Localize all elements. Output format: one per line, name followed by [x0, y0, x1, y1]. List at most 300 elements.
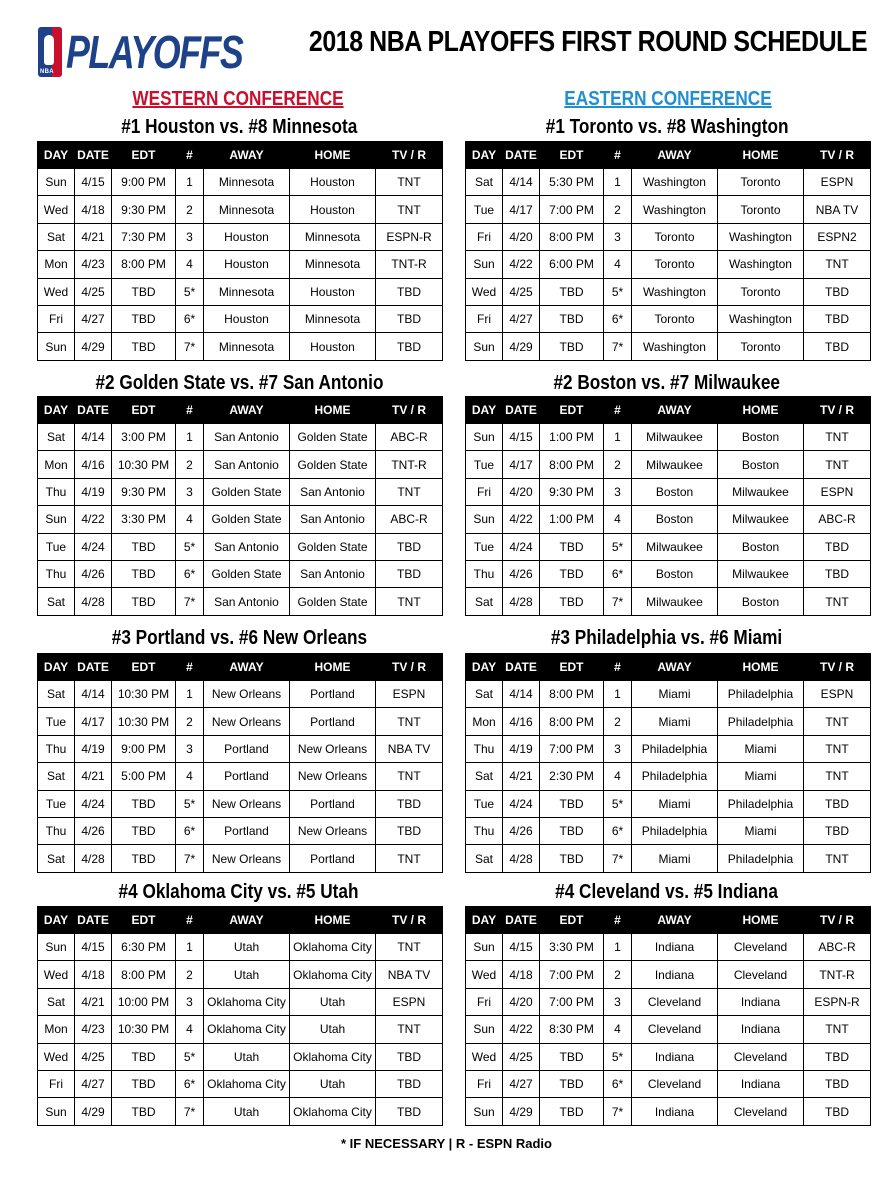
- table-row: [38, 1070, 443, 1097]
- table-cell: 7*: [176, 845, 204, 872]
- table-cell: Oklahoma City: [290, 961, 376, 988]
- table-cell: Sun: [38, 506, 75, 533]
- table-row: [466, 1098, 871, 1125]
- table-cell: 4/20: [503, 223, 540, 250]
- table-cell: Utah: [204, 961, 290, 988]
- table-cell: 2: [176, 196, 204, 223]
- column-header: TV / R: [804, 907, 871, 934]
- table-cell: 3: [176, 988, 204, 1015]
- logo-text: PLAYOFFS: [66, 26, 243, 78]
- table-cell: Sat: [466, 588, 503, 615]
- table-cell: Fri: [466, 478, 503, 505]
- table-cell: Portland: [290, 845, 376, 872]
- table-cell: 6*: [176, 1070, 204, 1097]
- table-row: [38, 763, 443, 790]
- table-cell: Fri: [466, 223, 503, 250]
- table-cell: 4: [176, 251, 204, 278]
- table-cell: Houston: [290, 169, 376, 196]
- table-cell: Toronto: [632, 305, 718, 332]
- table-cell: Sun: [466, 1098, 503, 1125]
- table-cell: TBD: [376, 278, 443, 305]
- table-cell: 7*: [604, 333, 632, 360]
- table-cell: 4/25: [503, 278, 540, 305]
- table-row: [38, 1043, 443, 1070]
- table-cell: Sat: [38, 223, 75, 250]
- table-cell: TBD: [540, 588, 604, 615]
- column-header: DATE: [503, 907, 540, 934]
- table-cell: 4/19: [503, 735, 540, 762]
- table-cell: Tue: [466, 533, 503, 560]
- table-cell: Toronto: [718, 278, 804, 305]
- table-cell: Portland: [290, 681, 376, 708]
- table-cell: Indiana: [632, 961, 718, 988]
- table-cell: New Orleans: [290, 763, 376, 790]
- table-row: [466, 251, 871, 278]
- column-header: HOME: [290, 142, 376, 169]
- table-cell: Milwaukee: [718, 478, 804, 505]
- table-cell: San Antonio: [290, 506, 376, 533]
- table-cell: TBD: [112, 588, 176, 615]
- table-cell: New Orleans: [204, 790, 290, 817]
- column-header: TV / R: [376, 397, 443, 424]
- table-cell: TBD: [112, 845, 176, 872]
- table-cell: TBD: [540, 278, 604, 305]
- table-cell: Minnesota: [290, 251, 376, 278]
- column-header: EDT: [540, 654, 604, 681]
- table-cell: 6:00 PM: [540, 251, 604, 278]
- table-cell: 4/26: [75, 817, 112, 844]
- column-header: HOME: [718, 142, 804, 169]
- footnote: * IF NECESSARY | R - ESPN Radio: [341, 1136, 552, 1151]
- table-cell: ESPN-R: [376, 223, 443, 250]
- table-cell: 4/18: [503, 961, 540, 988]
- table-cell: Mon: [466, 708, 503, 735]
- column-header: #: [176, 397, 204, 424]
- table-cell: ESPN: [376, 681, 443, 708]
- table-cell: 4/17: [75, 708, 112, 735]
- table-cell: Wed: [38, 961, 75, 988]
- table-cell: TNT: [376, 588, 443, 615]
- column-header: HOME: [718, 907, 804, 934]
- table-row: [466, 763, 871, 790]
- table-cell: TBD: [112, 1070, 176, 1097]
- table-row: [38, 533, 443, 560]
- table-cell: 4/27: [503, 1070, 540, 1097]
- column-header: DATE: [503, 142, 540, 169]
- table-cell: Oklahoma City: [204, 988, 290, 1015]
- column-header: DATE: [75, 907, 112, 934]
- table-cell: 4/25: [75, 278, 112, 305]
- table-cell: Sun: [38, 333, 75, 360]
- table-cell: Sun: [38, 169, 75, 196]
- column-header: DAY: [466, 397, 503, 424]
- table-cell: 4/20: [503, 988, 540, 1015]
- table-row: [466, 934, 871, 961]
- table-cell: Mon: [38, 251, 75, 278]
- table-cell: Washington: [632, 333, 718, 360]
- table-cell: TNT: [376, 708, 443, 735]
- table-cell: TNT: [804, 451, 871, 478]
- column-header: TV / R: [804, 654, 871, 681]
- table-row: [38, 735, 443, 762]
- table-cell: TBD: [540, 817, 604, 844]
- table-row: [38, 681, 443, 708]
- table-cell: 4/16: [503, 708, 540, 735]
- table-cell: ESPN: [376, 988, 443, 1015]
- table-cell: Sun: [466, 1016, 503, 1043]
- table-cell: Tue: [38, 790, 75, 817]
- table-cell: 9:30 PM: [112, 478, 176, 505]
- table-cell: Milwaukee: [632, 424, 718, 451]
- column-header: HOME: [718, 654, 804, 681]
- nba-logo-icon: NBA: [38, 27, 62, 77]
- table-row: [38, 333, 443, 360]
- table-cell: TBD: [112, 533, 176, 560]
- table-cell: 2: [176, 451, 204, 478]
- table-cell: Boston: [632, 560, 718, 587]
- table-cell: 10:30 PM: [112, 681, 176, 708]
- column-header: #: [604, 397, 632, 424]
- table-cell: 6*: [176, 817, 204, 844]
- table-cell: Sat: [38, 845, 75, 872]
- table-row: [466, 451, 871, 478]
- table-cell: 1: [604, 681, 632, 708]
- table-cell: Houston: [290, 196, 376, 223]
- column-header: AWAY: [204, 142, 290, 169]
- table-row: [466, 424, 871, 451]
- table-cell: 4/27: [75, 305, 112, 332]
- table-cell: Sat: [38, 681, 75, 708]
- table-cell: 4/24: [503, 533, 540, 560]
- table-cell: 4/19: [75, 478, 112, 505]
- table-cell: 6*: [604, 1070, 632, 1097]
- table-cell: 5*: [176, 533, 204, 560]
- table-row: [38, 934, 443, 961]
- table-row: [38, 588, 443, 615]
- table-header-row: [466, 397, 871, 424]
- table-cell: Utah: [290, 1016, 376, 1043]
- table-cell: Philadelphia: [632, 735, 718, 762]
- table-cell: Minnesota: [204, 333, 290, 360]
- table-cell: 7:00 PM: [540, 961, 604, 988]
- table-cell: 4/15: [503, 934, 540, 961]
- table-cell: ESPN: [804, 478, 871, 505]
- table-cell: Mon: [38, 1016, 75, 1043]
- table-cell: TBD: [376, 790, 443, 817]
- table-cell: Thu: [466, 817, 503, 844]
- column-header: #: [176, 654, 204, 681]
- table-cell: 4/17: [503, 451, 540, 478]
- table-row: [466, 588, 871, 615]
- table-cell: TNT: [376, 196, 443, 223]
- column-header: EDT: [112, 907, 176, 934]
- table-cell: ABC-R: [376, 506, 443, 533]
- table-cell: 4/24: [75, 533, 112, 560]
- table-cell: TNT: [804, 735, 871, 762]
- table-cell: Houston: [204, 223, 290, 250]
- series-title: [37, 627, 441, 650]
- table-cell: 7*: [604, 588, 632, 615]
- table-cell: 7:00 PM: [540, 196, 604, 223]
- series-title: [37, 881, 441, 904]
- table-cell: 4/27: [75, 1070, 112, 1097]
- series-title-text: #2 Golden State vs. #7 San Antonio: [94, 372, 384, 394]
- table-cell: New Orleans: [204, 708, 290, 735]
- table-cell: Oklahoma City: [204, 1016, 290, 1043]
- table-cell: 1: [604, 424, 632, 451]
- table-row: [38, 1098, 443, 1125]
- table-row: [466, 196, 871, 223]
- table-row: [38, 424, 443, 451]
- table-cell: 9:00 PM: [112, 735, 176, 762]
- column-header: DATE: [503, 654, 540, 681]
- table-row: [38, 278, 443, 305]
- table-cell: 4/28: [75, 845, 112, 872]
- table-row: [466, 278, 871, 305]
- column-header: EDT: [540, 397, 604, 424]
- column-header: DAY: [38, 654, 75, 681]
- table-cell: Cleveland: [632, 988, 718, 1015]
- table-cell: TBD: [112, 1043, 176, 1070]
- table-cell: 3: [176, 223, 204, 250]
- table-cell: 4/14: [75, 681, 112, 708]
- table-cell: 5*: [176, 1043, 204, 1070]
- table-cell: Boston: [632, 506, 718, 533]
- table-cell: TBD: [540, 1043, 604, 1070]
- table-row: [466, 708, 871, 735]
- series-title: [37, 116, 441, 139]
- table-cell: Fri: [466, 305, 503, 332]
- table-cell: Minnesota: [290, 223, 376, 250]
- table-cell: 4/29: [75, 1098, 112, 1125]
- table-row: [466, 961, 871, 988]
- table-cell: 2: [604, 961, 632, 988]
- table-row: [466, 223, 871, 250]
- table-cell: Miami: [632, 708, 718, 735]
- series-title: [465, 372, 869, 395]
- table-header-row: [38, 654, 443, 681]
- table-cell: Cleveland: [632, 1016, 718, 1043]
- table-cell: Sat: [38, 988, 75, 1015]
- table-row: [466, 817, 871, 844]
- table-cell: 8:30 PM: [540, 1016, 604, 1043]
- table-cell: Fri: [466, 988, 503, 1015]
- table-cell: 7*: [176, 588, 204, 615]
- table-cell: TBD: [804, 817, 871, 844]
- table-cell: 2: [604, 196, 632, 223]
- series-title-text: #1 Toronto vs. #8 Washington: [545, 116, 789, 138]
- table-cell: 8:00 PM: [540, 708, 604, 735]
- table-cell: Milwaukee: [718, 506, 804, 533]
- table-cell: Miami: [718, 817, 804, 844]
- table-cell: Tue: [38, 533, 75, 560]
- table-cell: TNT: [804, 588, 871, 615]
- table-cell: Utah: [204, 934, 290, 961]
- table-cell: 4/18: [75, 961, 112, 988]
- table-cell: Indiana: [718, 1016, 804, 1043]
- table-cell: TBD: [804, 533, 871, 560]
- table-cell: NBA TV: [376, 961, 443, 988]
- table-cell: TBD: [804, 1098, 871, 1125]
- table-cell: 1: [176, 934, 204, 961]
- table-cell: 4/14: [75, 424, 112, 451]
- table-cell: TNT: [804, 424, 871, 451]
- column-header: DAY: [38, 397, 75, 424]
- table-cell: 4/25: [503, 1043, 540, 1070]
- table-row: [466, 845, 871, 872]
- table-cell: Philadelphia: [718, 790, 804, 817]
- table-cell: Cleveland: [718, 1098, 804, 1125]
- table-row: [38, 560, 443, 587]
- table-cell: San Antonio: [290, 560, 376, 587]
- eastern-conference-heading: EASTERN CONFERENCE: [564, 88, 772, 110]
- table-cell: 4/27: [503, 305, 540, 332]
- table-cell: Wed: [38, 278, 75, 305]
- table-cell: 2:30 PM: [540, 763, 604, 790]
- table-cell: Wed: [466, 961, 503, 988]
- series-title-text: #1 Houston vs. #8 Minnesota: [120, 116, 358, 138]
- table-cell: Wed: [38, 1043, 75, 1070]
- table-cell: 7:00 PM: [540, 988, 604, 1015]
- table-cell: 4/29: [503, 1098, 540, 1125]
- table-cell: 3: [604, 735, 632, 762]
- table-cell: Washington: [718, 223, 804, 250]
- table-cell: TBD: [540, 533, 604, 560]
- table-cell: TBD: [540, 790, 604, 817]
- table-cell: Portland: [290, 790, 376, 817]
- table-cell: TBD: [804, 333, 871, 360]
- column-header: DATE: [75, 142, 112, 169]
- table-cell: 4: [604, 506, 632, 533]
- table-cell: TNT: [804, 708, 871, 735]
- table-cell: Milwaukee: [632, 451, 718, 478]
- series-title-text: #4 Cleveland vs. #5 Indiana: [555, 881, 779, 903]
- table-row: [466, 533, 871, 560]
- table-cell: Boston: [632, 478, 718, 505]
- column-header: #: [176, 142, 204, 169]
- table-cell: Cleveland: [718, 961, 804, 988]
- table-cell: 4/26: [503, 817, 540, 844]
- schedule-table: [37, 906, 443, 1126]
- column-header: EDT: [540, 907, 604, 934]
- table-cell: 4/21: [75, 223, 112, 250]
- table-cell: Golden State: [290, 533, 376, 560]
- table-cell: 9:00 PM: [112, 169, 176, 196]
- table-cell: Thu: [466, 560, 503, 587]
- table-cell: Toronto: [632, 223, 718, 250]
- table-cell: 1:00 PM: [540, 424, 604, 451]
- table-row: [466, 305, 871, 332]
- table-cell: Golden State: [204, 560, 290, 587]
- table-row: [38, 506, 443, 533]
- table-header-row: [38, 397, 443, 424]
- table-row: [466, 1070, 871, 1097]
- table-cell: Sun: [466, 251, 503, 278]
- table-cell: ABC-R: [376, 424, 443, 451]
- column-header: TV / R: [804, 142, 871, 169]
- table-cell: Toronto: [718, 333, 804, 360]
- table-cell: 3:30 PM: [540, 934, 604, 961]
- table-cell: TNT: [804, 251, 871, 278]
- column-header: TV / R: [376, 907, 443, 934]
- table-cell: Utah: [204, 1043, 290, 1070]
- table-cell: Miami: [632, 790, 718, 817]
- table-cell: TBD: [112, 790, 176, 817]
- table-cell: 6*: [176, 560, 204, 587]
- table-cell: Sat: [38, 424, 75, 451]
- table-cell: TBD: [376, 533, 443, 560]
- table-cell: Miami: [718, 735, 804, 762]
- table-header-row: [38, 907, 443, 934]
- column-header: HOME: [290, 654, 376, 681]
- table-cell: 8:00 PM: [540, 681, 604, 708]
- table-row: [38, 988, 443, 1015]
- table-cell: Tue: [466, 451, 503, 478]
- column-header: DATE: [75, 397, 112, 424]
- table-cell: 9:30 PM: [112, 196, 176, 223]
- table-cell: Toronto: [718, 196, 804, 223]
- column-header: AWAY: [632, 907, 718, 934]
- table-cell: ESPN2: [804, 223, 871, 250]
- table-cell: 6*: [176, 305, 204, 332]
- table-cell: 6:30 PM: [112, 934, 176, 961]
- series-title-text: #4 Oklahoma City vs. #5 Utah: [119, 881, 359, 903]
- table-cell: 4: [604, 1016, 632, 1043]
- series-title-text: #2 Boston vs. #7 Milwaukee: [553, 372, 781, 394]
- table-cell: TBD: [112, 817, 176, 844]
- table-row: [38, 169, 443, 196]
- table-cell: TBD: [540, 1070, 604, 1097]
- table-cell: Oklahoma City: [290, 1098, 376, 1125]
- column-header: #: [604, 907, 632, 934]
- table-cell: Oklahoma City: [290, 934, 376, 961]
- table-cell: Wed: [38, 196, 75, 223]
- table-cell: 5*: [604, 533, 632, 560]
- table-cell: 4/29: [75, 333, 112, 360]
- column-header: DATE: [503, 397, 540, 424]
- table-cell: TNT: [804, 845, 871, 872]
- table-row: [466, 333, 871, 360]
- table-cell: 3:00 PM: [112, 424, 176, 451]
- table-cell: 4/15: [75, 934, 112, 961]
- table-row: [38, 961, 443, 988]
- table-cell: Indiana: [632, 1043, 718, 1070]
- column-header: DAY: [466, 654, 503, 681]
- table-cell: TBD: [804, 790, 871, 817]
- table-cell: 1: [176, 681, 204, 708]
- table-cell: 8:00 PM: [112, 961, 176, 988]
- table-cell: 3: [176, 735, 204, 762]
- table-cell: 3: [604, 988, 632, 1015]
- table-cell: TNT: [376, 1016, 443, 1043]
- table-cell: TBD: [540, 333, 604, 360]
- table-row: [466, 1043, 871, 1070]
- table-cell: TBD: [112, 305, 176, 332]
- table-cell: Sun: [466, 934, 503, 961]
- table-cell: 4: [176, 506, 204, 533]
- table-cell: 4/22: [503, 1016, 540, 1043]
- table-cell: Toronto: [718, 169, 804, 196]
- column-header: HOME: [290, 397, 376, 424]
- column-header: #: [604, 142, 632, 169]
- table-cell: Thu: [466, 735, 503, 762]
- table-cell: 5:00 PM: [112, 763, 176, 790]
- table-cell: 5*: [176, 790, 204, 817]
- table-row: [38, 845, 443, 872]
- table-cell: 1:00 PM: [540, 506, 604, 533]
- table-cell: ESPN-R: [804, 988, 871, 1015]
- table-row: [38, 817, 443, 844]
